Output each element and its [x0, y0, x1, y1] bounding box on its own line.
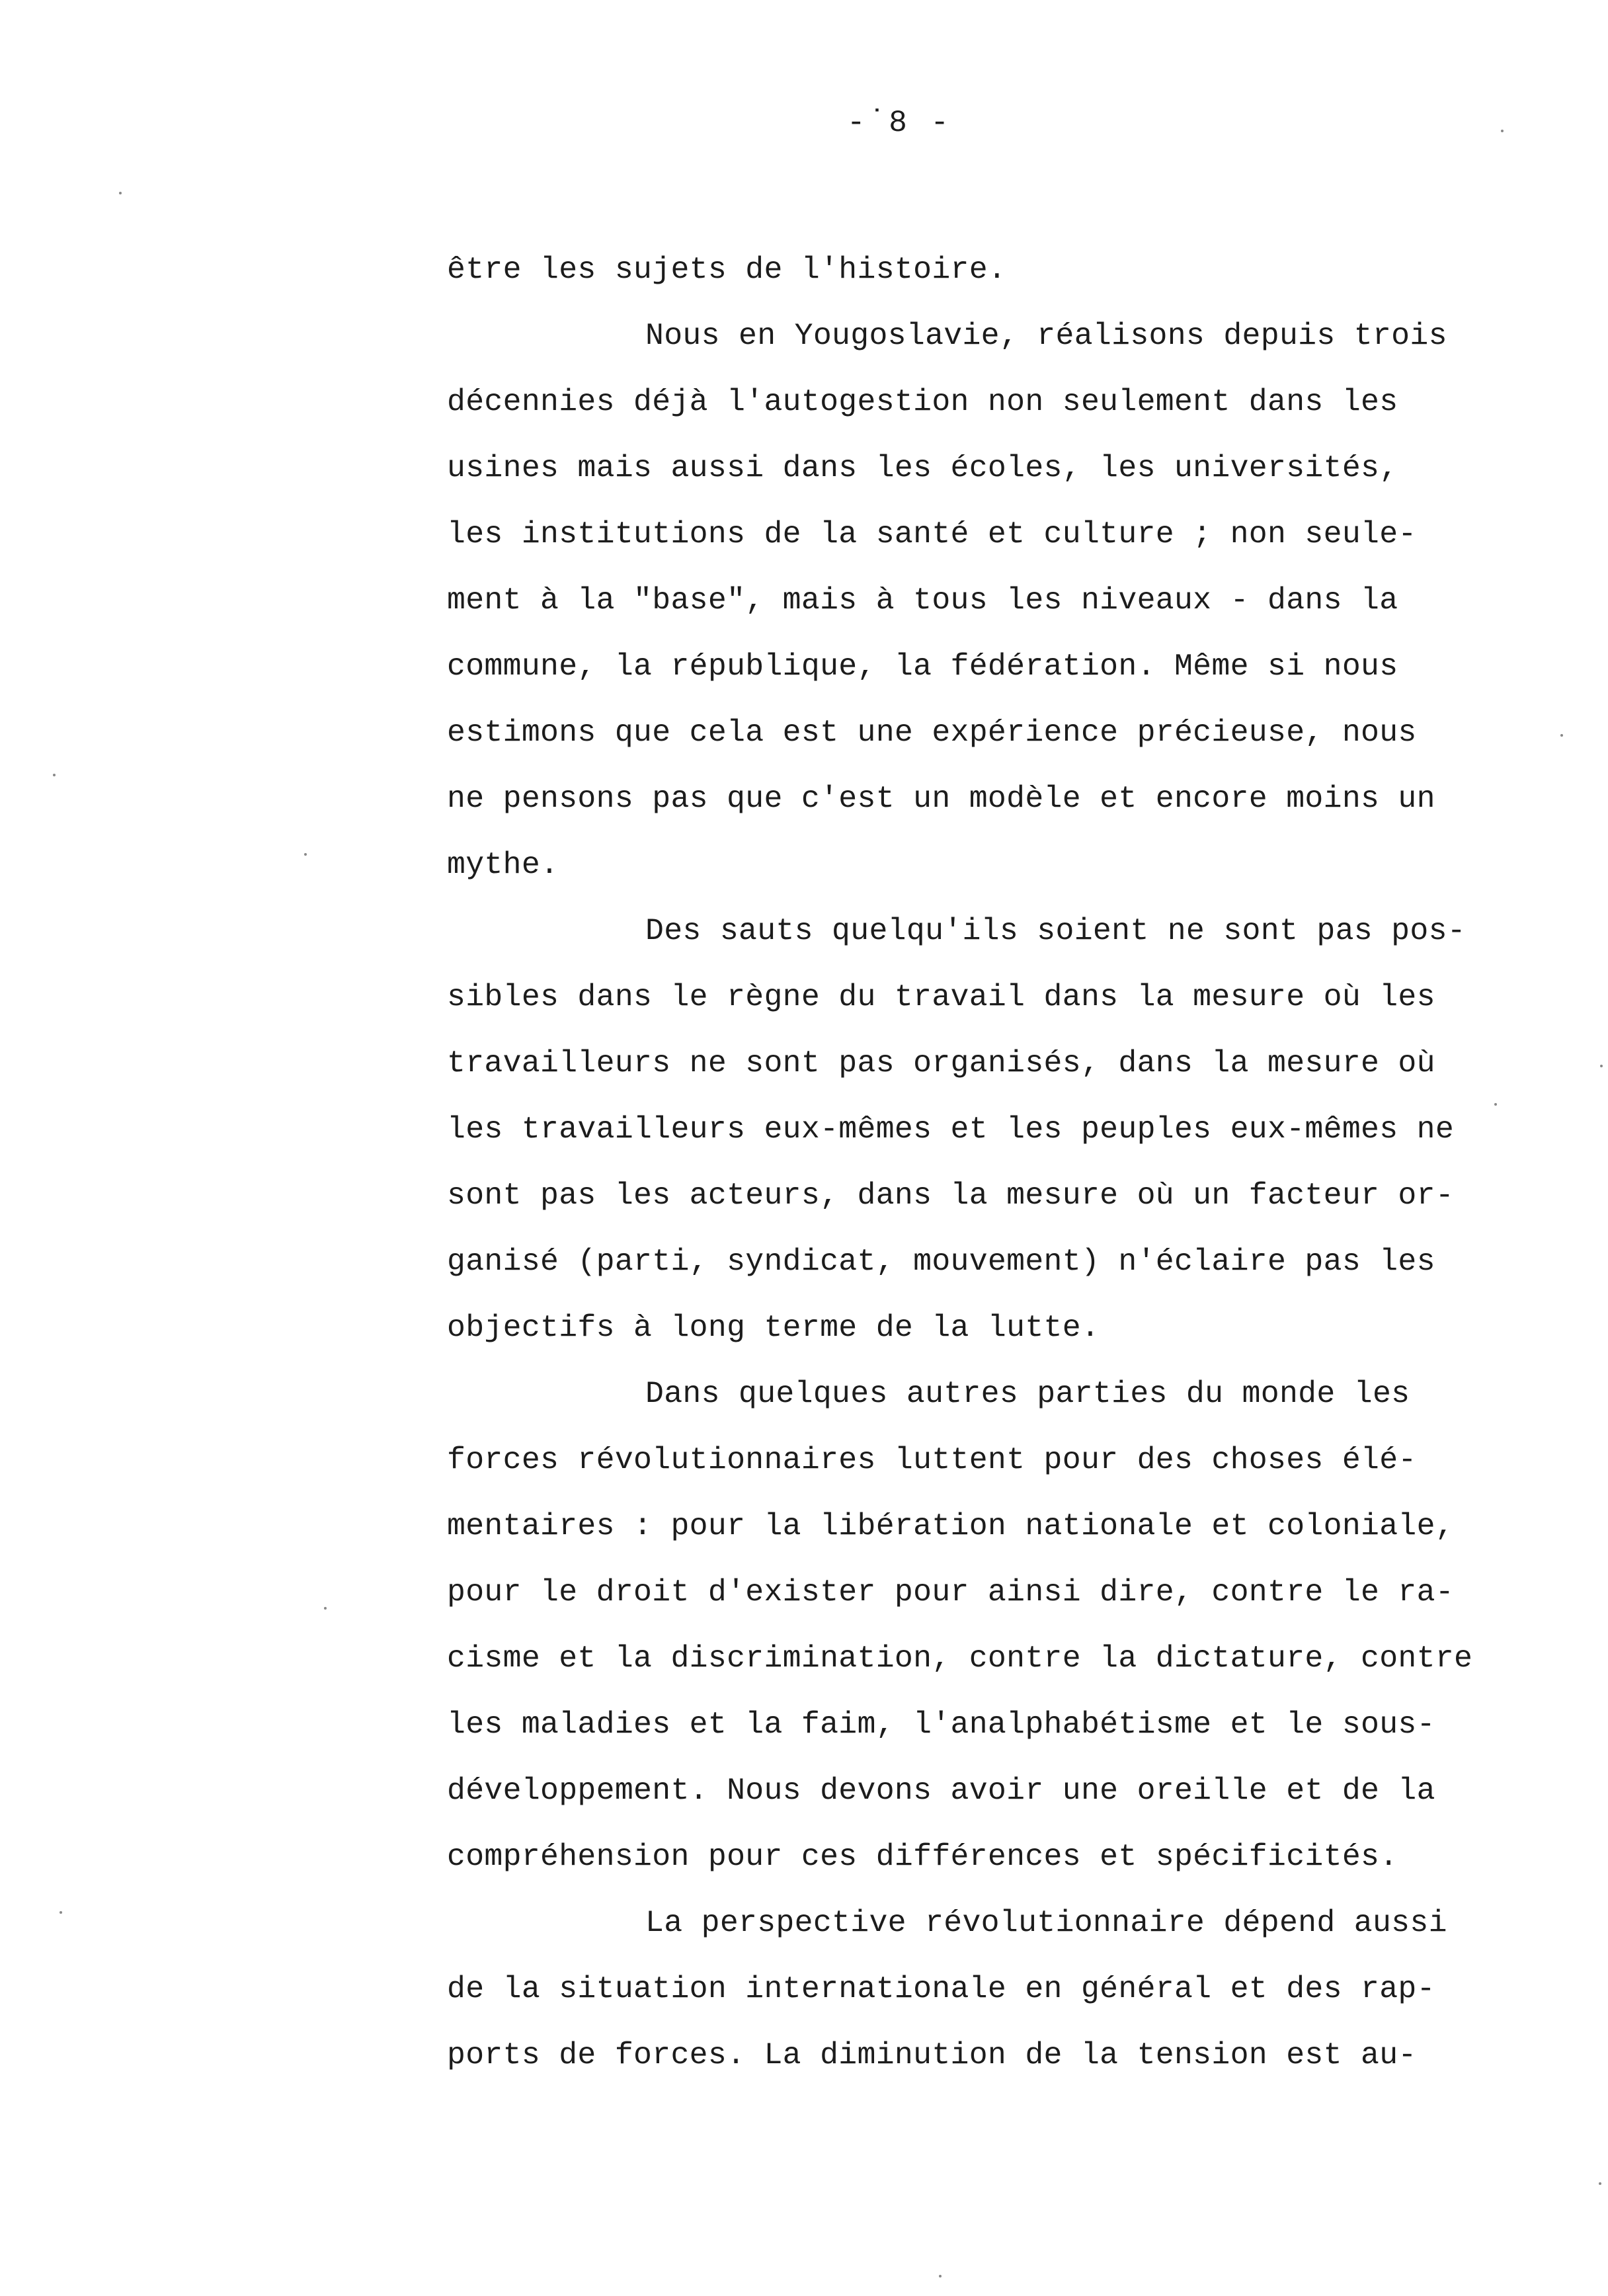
text-line: les institutions de la santé et culture ; non seule-	[447, 516, 1417, 552]
text-line: estimons que cela est une expérience précieuse, nous	[447, 715, 1417, 750]
text-line: ports de forces. La diminution de la tension est au-	[447, 2037, 1417, 2072]
text-line: objectifs à long terme de la lutte.	[447, 1310, 1100, 1345]
text-line: forces révolutionnaires luttent pour des choses élé-	[447, 1442, 1417, 1477]
text-line: travailleurs ne sont pas organisés, dans la mesure où	[447, 1046, 1435, 1081]
text-line: sont pas les acteurs, dans la mesure où un facteur or-	[447, 1178, 1455, 1213]
scan-speck	[324, 1607, 327, 1610]
text-line: décennies déjà l'autogestion non seulement dans les	[447, 384, 1398, 419]
text-line: ne pensons pas que c'est un modèle et encore moins un	[447, 781, 1435, 816]
scan-speck	[1600, 1065, 1603, 1067]
scan-speck	[1599, 2182, 1601, 2185]
text-line: ganisé (parti, syndicat, mouvement) n'éclaire pas les	[447, 1244, 1435, 1279]
text-line: sibles dans le règne du travail dans la mesure où les	[447, 979, 1435, 1014]
paragraph-start-line: Dans quelques autres parties du monde les	[645, 1376, 1410, 1411]
scan-speck	[939, 2275, 942, 2277]
scan-speck	[119, 192, 122, 194]
paragraph-start-line: Nous en Yougoslavie, réalisons depuis trois	[645, 318, 1447, 353]
scan-speck	[53, 774, 56, 776]
paragraph-start-line: La perspective révolutionnaire dépend aussi	[645, 1905, 1447, 1940]
text-line: mythe.	[447, 847, 559, 882]
page-number: -˙8 -	[846, 106, 952, 140]
paragraph-start-line: Des sauts quelqu'ils soient ne sont pas pos-	[645, 913, 1466, 948]
text-line: les maladies et la faim, l'analphabétisme et le sous-	[447, 1707, 1435, 1742]
text-line: compréhension pour ces différences et spécificités.	[447, 1839, 1398, 1874]
body-text	[447, 237, 1597, 2088]
scan-speck	[1560, 734, 1563, 737]
text-line: mentaires : pour la libération nationale et coloniale,	[447, 1508, 1455, 1543]
text-line: développement. Nous devons avoir une oreille et de la	[447, 1773, 1435, 1808]
scan-speck	[1494, 1103, 1497, 1106]
text-line: commune, la république, la fédération. Même si nous	[447, 649, 1398, 684]
scan-speck	[1501, 130, 1504, 132]
text-line: cisme et la discrimination, contre la dictature, contre	[447, 1641, 1473, 1676]
text-line: être les sujets de l'histoire.	[447, 252, 1007, 287]
text-line: les travailleurs eux-mêmes et les peuples eux-mêmes ne	[447, 1112, 1455, 1147]
scan-speck	[60, 1911, 62, 1914]
text-line: pour le droit d'exister pour ainsi dire, contre le ra-	[447, 1575, 1455, 1610]
text-line: de la situation internationale en général et des rap-	[447, 1971, 1435, 2006]
text-line: ment à la "base", mais à tous les niveaux - dans la	[447, 583, 1398, 618]
scan-speck	[304, 853, 307, 856]
text-line: usines mais aussi dans les écoles, les universités,	[447, 450, 1398, 485]
